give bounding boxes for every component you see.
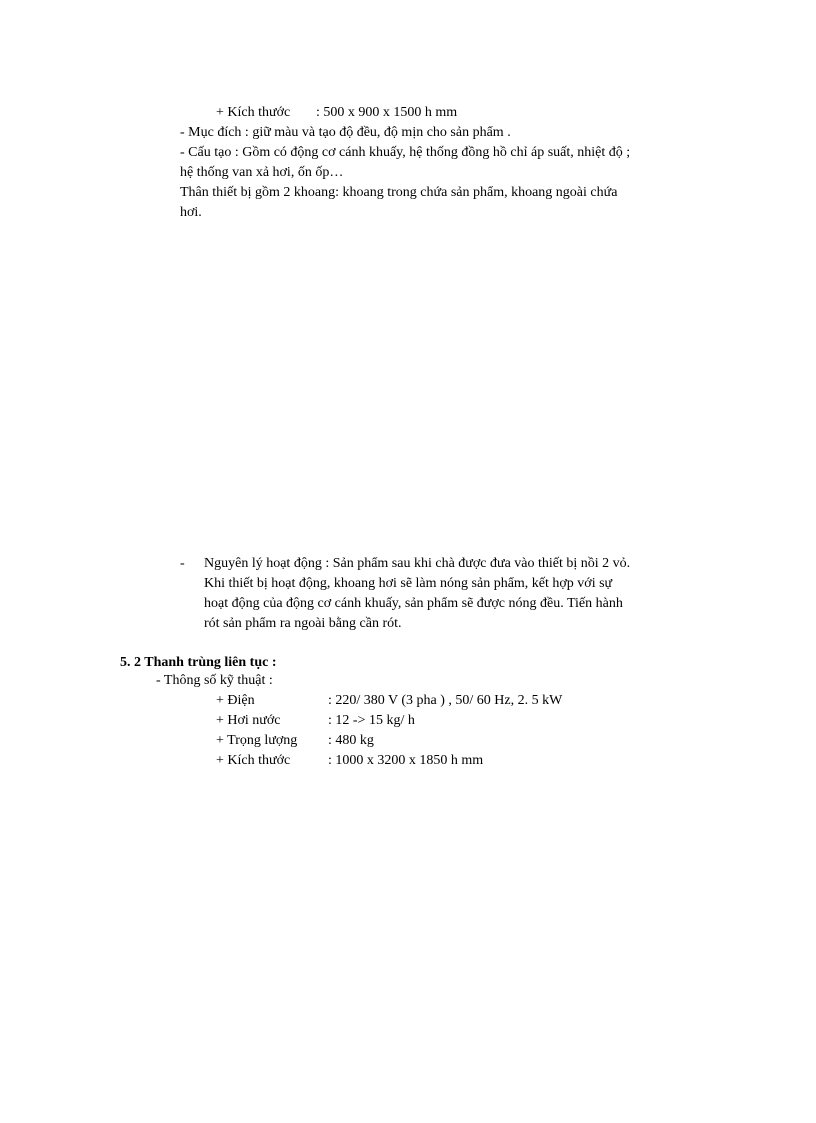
spec-value-steam: : 12 -> 15 kg/ h [328,713,415,728]
principle-line3: hoạt động của động cơ cánh khuấy, sản phẩm sẽ được nóng đều. Tiến hành [204,596,623,611]
purpose-text: - Mục đích : giữ màu và tạo độ đều, độ mịn cho sản phẩm . [180,125,511,140]
spec-label-power: + Điện [216,693,255,708]
body-text-line2: hơi. [180,205,202,220]
spec-label-weight: + Trọng lượng [216,733,298,748]
specs-title: - Thông số kỹ thuật : [156,673,273,688]
section-heading: 5. 2 Thanh trùng liên tục : [120,655,277,670]
spec-value-size: : 1000 x 3200 x 1850 h mm [328,753,484,768]
spec-label-steam: + Hơi nước [216,713,281,728]
body-text-line1: Thân thiết bị gồm 2 khoang: khoang trong chứa sản phẩm, khoang ngoài chứa [180,185,618,200]
spec-label-size: + Kích thước [216,753,291,768]
principle-bullet: - [180,556,185,571]
principle-line4: rót sản phẩm ra ngoài bằng cần rót. [204,616,402,631]
spec-value-power: : 220/ 380 V (3 pha ) , 50/ 60 Hz, 2. 5 kW [328,693,563,708]
principle-line2: Khi thiết bị hoạt động, khoang hơi sẽ làm nóng sản phẩm, kết hợp với sự [204,576,613,591]
size-spec-value: : 500 x 900 x 1500 h mm [316,105,458,120]
structure-text-line2: hệ thống van xả hơi, ốn ốp… [180,165,344,180]
spec-value-weight: : 480 kg [328,733,374,748]
structure-text-line1: - Cấu tạo : Gồm có động cơ cánh khuấy, hệ thống đồng hồ chỉ áp suất, nhiệt độ ; [180,145,631,160]
principle-line1: Nguyên lý hoạt động : Sản phẩm sau khi chà được đưa vào thiết bị nồi 2 vỏ. [204,556,631,571]
size-spec-label: + Kích thước [216,105,291,120]
